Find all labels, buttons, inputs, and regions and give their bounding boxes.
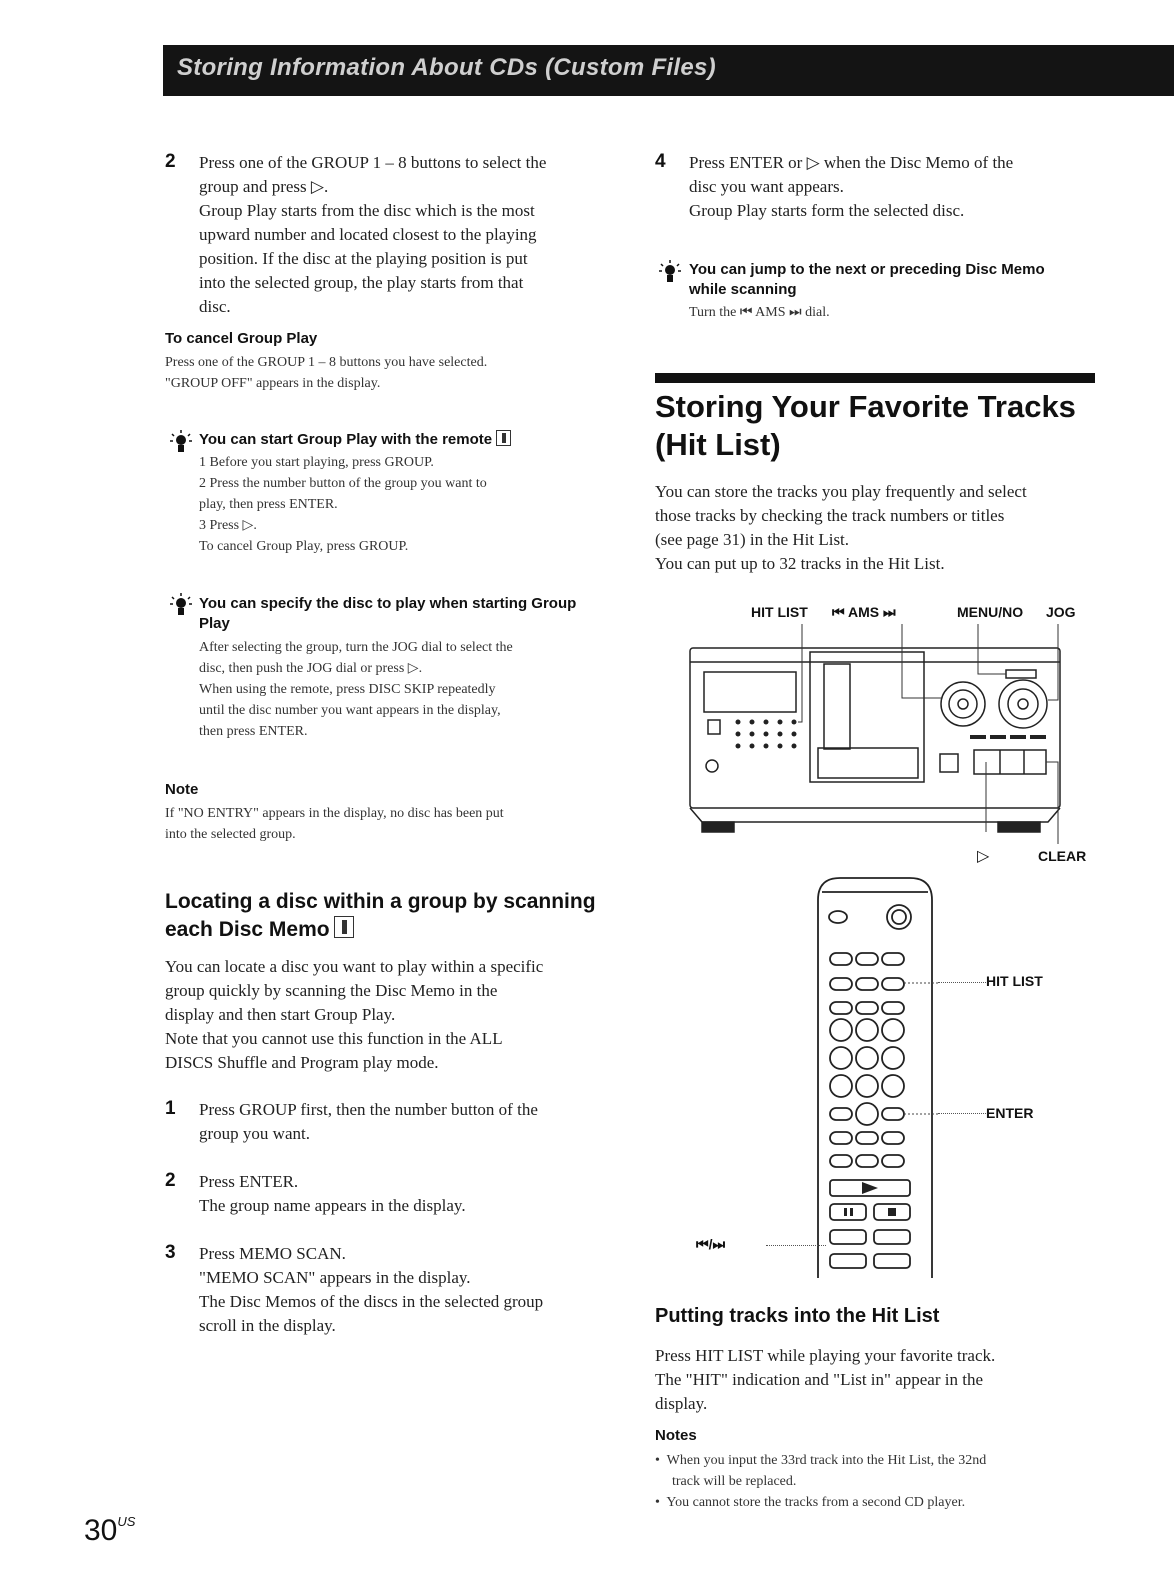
note-title: Note bbox=[165, 781, 199, 798]
player-display bbox=[704, 672, 796, 712]
heading-line-2 bbox=[165, 916, 596, 944]
tip-2-text bbox=[199, 637, 513, 742]
step-number: 2 bbox=[165, 151, 176, 172]
text-line: When using the remote, press DISC SKIP repeatedly bbox=[199, 682, 496, 697]
text-line: DISCS Shuffle and Program play mode. bbox=[165, 1053, 439, 1072]
jog-label: JOG bbox=[1046, 604, 1076, 620]
remote-icon bbox=[334, 916, 354, 938]
locating-step-3 bbox=[199, 1242, 543, 1338]
text-line: scroll in the display. bbox=[199, 1316, 336, 1335]
text-line: into the selected group, the play starts from that bbox=[199, 273, 524, 292]
ams-dial bbox=[941, 682, 985, 726]
text-line: Locating a disc within a group by scanning bbox=[165, 890, 596, 913]
text-line: Press one of the GROUP 1 – 8 buttons to select the bbox=[199, 153, 547, 172]
list-item-continued: track will be replaced. bbox=[672, 1474, 797, 1489]
jog-dial bbox=[999, 680, 1047, 728]
remote-button-grid bbox=[830, 953, 910, 1268]
text-line: You can jump to the next or preceding Disc Memo bbox=[689, 261, 1045, 278]
remote-enter-label: ENTER bbox=[986, 1105, 1034, 1121]
text-line: display and then start Group Play. bbox=[165, 1005, 396, 1024]
step-number: 1 bbox=[165, 1098, 176, 1119]
locating-step-2 bbox=[199, 1170, 466, 1218]
leader-line bbox=[938, 982, 986, 983]
text-line: 1 Before you start playing, press GROUP. bbox=[199, 455, 434, 470]
hit-list-label: HIT LIST bbox=[751, 604, 808, 620]
text-line: The "HIT" indication and "List in" appear in the bbox=[655, 1370, 983, 1389]
tip-title bbox=[689, 260, 1045, 300]
text-line: disc. bbox=[199, 297, 231, 316]
heading-text: each Disc Memo bbox=[165, 918, 330, 941]
cancel-title: To cancel Group Play bbox=[165, 330, 318, 347]
text-line: upward number and located closest to the playing bbox=[199, 225, 537, 244]
text-line: then press ENTER. bbox=[199, 724, 308, 739]
menu-no-button bbox=[1006, 670, 1036, 678]
text-line: those tracks by checking the track numbers or titles bbox=[655, 506, 1005, 525]
page-number-value: 30 bbox=[84, 1514, 118, 1547]
text-line: Press HIT LIST while playing your favorite track. bbox=[655, 1346, 996, 1365]
section-rule bbox=[655, 373, 1095, 383]
text-line: (Hit List) bbox=[655, 427, 781, 462]
text-line: Group Play starts form the selected disc. bbox=[689, 201, 965, 220]
text-line: group and press ▷. bbox=[199, 177, 329, 196]
note-text bbox=[165, 803, 504, 845]
text-line: You can put up to 32 tracks in the Hit List. bbox=[655, 554, 945, 573]
text-line: into the selected group. bbox=[165, 827, 296, 842]
remote-control-illustration bbox=[810, 870, 940, 1280]
text-line: "GROUP OFF" appears in the display. bbox=[165, 376, 381, 391]
text-line: You can store the tracks you play frequently and select bbox=[655, 482, 1027, 501]
text-line: Group Play starts from the disc which is the most bbox=[199, 201, 535, 220]
text-line: while scanning bbox=[689, 281, 797, 298]
tip-title bbox=[199, 594, 576, 634]
list-item: • When you input the 33rd track into the Hit List, the 32nd bbox=[655, 1453, 987, 1468]
page-number bbox=[84, 1514, 135, 1548]
text-line: Play bbox=[199, 615, 230, 632]
disc-slot-icon bbox=[708, 720, 720, 734]
tip-lightbulb-icon bbox=[168, 428, 194, 456]
power-button bbox=[706, 760, 718, 772]
text-line: display. bbox=[655, 1394, 708, 1413]
text-line: Note that you cannot use this function in the ALL bbox=[165, 1029, 503, 1048]
text-line: 3 Press ▷. bbox=[199, 518, 257, 533]
tip-3-text: Turn the ⏮ AMS ⏭ dial. bbox=[689, 305, 830, 320]
step-number: 2 bbox=[165, 1170, 176, 1191]
tip-title bbox=[199, 430, 511, 450]
leader-line bbox=[766, 1245, 826, 1246]
cd-player-illustration bbox=[680, 622, 1080, 852]
text-line: (see page 31) in the Hit List. bbox=[655, 530, 850, 549]
text-line: disc, then push the JOG dial or press ▷. bbox=[199, 661, 423, 676]
step-number: 3 bbox=[165, 1242, 176, 1263]
putting-heading: Putting tracks into the Hit List bbox=[655, 1305, 940, 1327]
putting-text bbox=[655, 1344, 995, 1416]
tip-lightbulb-icon bbox=[168, 591, 194, 619]
clear-label: CLEAR bbox=[1038, 848, 1087, 864]
text-line: Press one of the GROUP 1 – 8 buttons you have selected. bbox=[165, 355, 488, 370]
text-line: If "NO ENTRY" appears in the display, no disc has been put bbox=[165, 806, 504, 821]
notes-list bbox=[655, 1450, 986, 1513]
leader-line bbox=[938, 1113, 986, 1114]
page-number-suffix: US bbox=[117, 1514, 136, 1529]
text-line: "MEMO SCAN" appears in the display. bbox=[199, 1268, 471, 1287]
text-line: You can specify the disc to play when starting Group bbox=[199, 595, 577, 612]
text-line: Press ENTER or ▷ when the Disc Memo of the bbox=[689, 153, 1014, 172]
remote-skip-label: ⏮/⏭ bbox=[696, 1236, 726, 1252]
tip-title-text: You can start Group Play with the remote bbox=[199, 431, 493, 448]
text-line: until the disc number you want appears in the display, bbox=[199, 703, 501, 718]
text-line: The Disc Memos of the discs in the selected group bbox=[199, 1292, 544, 1311]
tip-lightbulb-icon bbox=[657, 258, 683, 286]
remote-icon bbox=[496, 430, 511, 446]
remote-hit-list-label: HIT LIST bbox=[986, 973, 1043, 989]
text-line: After selecting the group, turn the JOG dial to select the bbox=[199, 640, 513, 655]
text-line: 2 Press the number button of the group you want to bbox=[199, 476, 487, 491]
transport-buttons bbox=[974, 750, 1046, 774]
step-2-text bbox=[199, 151, 546, 319]
list-item-text: When you input the 33rd track into the Hit List, the 32nd bbox=[666, 1453, 987, 1468]
menu-no-label: MENU/NO bbox=[957, 604, 1024, 620]
text-line: group you want. bbox=[199, 1124, 310, 1143]
list-item-text: You cannot store the tracks from a second CD player. bbox=[666, 1495, 966, 1510]
locating-text bbox=[165, 955, 543, 1075]
banner-title: Storing Information About CDs (Custom Files) bbox=[177, 54, 716, 81]
section-banner bbox=[163, 45, 1174, 96]
text-line: Press MEMO SCAN. bbox=[199, 1244, 346, 1263]
remote-power-button bbox=[887, 905, 911, 929]
text-line: disc you want appears. bbox=[689, 177, 844, 196]
ams-label: ⏮ AMS ⏭ bbox=[832, 604, 896, 620]
text-line: group quickly by scanning the Disc Memo in the bbox=[165, 981, 498, 1000]
text-line: play, then press ENTER. bbox=[199, 497, 338, 512]
tip-1-text bbox=[199, 452, 487, 557]
locating-heading bbox=[165, 888, 596, 944]
text-line: position. If the disc at the playing position is put bbox=[199, 249, 528, 268]
text-line: To cancel Group Play, press GROUP. bbox=[199, 539, 409, 554]
text-line: Press ENTER. bbox=[199, 1172, 299, 1191]
cancel-text bbox=[165, 352, 487, 394]
step-4-text bbox=[689, 151, 1013, 223]
notes-title: Notes bbox=[655, 1427, 697, 1444]
locating-step-1 bbox=[199, 1098, 538, 1146]
text-line: Storing Your Favorite Tracks bbox=[655, 389, 1076, 424]
section-heading bbox=[655, 388, 1076, 464]
section-intro bbox=[655, 480, 1027, 576]
text-line: Press GROUP first, then the number button of the bbox=[199, 1100, 538, 1119]
remote-power-small bbox=[829, 911, 847, 923]
step-number: 4 bbox=[655, 151, 666, 172]
text-line: The group name appears in the display. bbox=[199, 1196, 466, 1215]
play-label: ▷ bbox=[977, 848, 990, 865]
text-line: You can locate a disc you want to play within a specific bbox=[165, 957, 544, 976]
list-item: • You cannot store the tracks from a second CD player. bbox=[655, 1495, 966, 1510]
